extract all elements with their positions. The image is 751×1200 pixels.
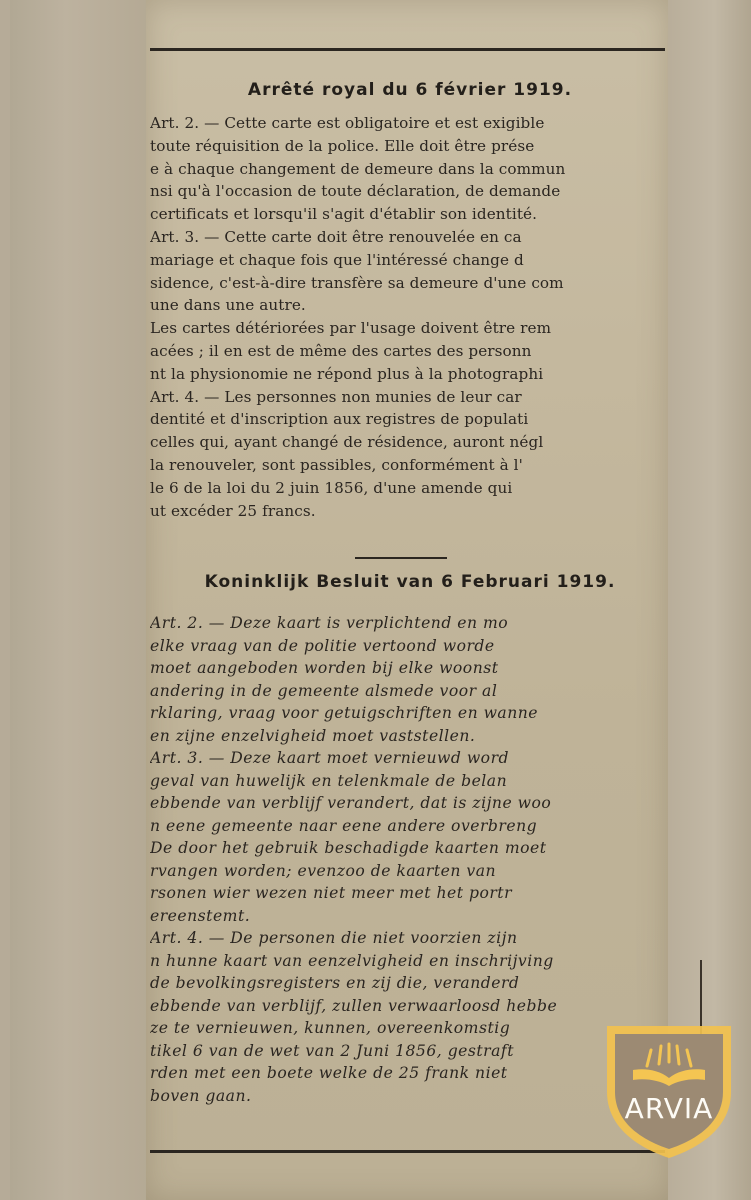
text-line: ebbende van verblijf, zullen verwaarloosd hebbe xyxy=(150,996,558,1015)
text-line: le 6 de la loi du 2 juin 1856, d'une amende qui xyxy=(150,478,513,497)
text-line: Les cartes détériorées par l'usage doivent être rem xyxy=(150,319,552,338)
dutch-text xyxy=(150,612,670,1107)
dutch-heading: Koninklijk Besluit van 6 Februari 1919. xyxy=(204,572,616,592)
text-line: rklaring, vraag voor getuigschriften en wanne xyxy=(150,704,539,722)
text-line: nsi qu'à l'occasion de toute déclaration, de demande xyxy=(150,182,561,201)
text-line: andering in de gemeente alsmede voor al xyxy=(150,681,498,700)
text-line: de bevolkingsregisters en zij die, veranderd xyxy=(150,974,520,992)
text-line: elke vraag van de politie vertoond worde xyxy=(150,636,495,655)
text-line: ereenstemt. xyxy=(150,906,251,925)
text-line: boven gaan. xyxy=(150,1086,252,1105)
logo-text: ARVIA xyxy=(624,1092,714,1125)
text-line: certificats et lorsqu'il s'agit d'établir son identité. xyxy=(150,205,538,224)
text-line: mariage et chaque fois que l'intéressé change d xyxy=(150,250,524,269)
text-line: celles qui, ayant changé de résidence, auront négl xyxy=(150,433,544,452)
text-line: une dans une autre. xyxy=(150,296,306,315)
text-line: Art. 4. — De personen die niet voorzien zijn xyxy=(150,929,518,947)
text-line: Art. 3. — Deze kaart moet vernieuwd word xyxy=(150,749,510,767)
text-line: Art. 4. — Les personnes non munies de leur car xyxy=(150,387,522,406)
french-text xyxy=(150,112,670,522)
text-line: n hunne kaart van eenzelvigheid en inschrijving xyxy=(150,951,554,970)
french-heading: Arrêté royal du 6 février 1919. xyxy=(247,80,573,100)
arvia-logo xyxy=(603,1020,735,1160)
section-divider xyxy=(355,557,447,559)
text-line: toute réquisition de la police. Elle doit être prése xyxy=(150,136,535,155)
text-line: ebbende van verblijf verandert, dat is zijne woo xyxy=(150,794,552,812)
text-line: tikel 6 van de wet van 2 Juni 1856, gestraft xyxy=(150,1041,514,1060)
text-line: sidence, c'est-à-dire transfère sa demeure d'une com xyxy=(150,273,564,292)
text-line: n eene gemeente naar eene andere overbreng xyxy=(150,816,538,835)
top-rule xyxy=(150,48,665,51)
text-line: e à chaque changement de demeure dans la commun xyxy=(150,159,566,178)
text-line: ze te vernieuwen, kunnen, overeenkomstig xyxy=(150,1019,511,1037)
text-line: en zijne enzelvigheid moet vaststellen. xyxy=(150,726,476,745)
text-line: nt la physionomie ne répond plus à la photographi xyxy=(150,364,544,383)
text-line: Art. 2. — Cette carte est obligatoire et est exigible xyxy=(150,114,545,132)
text-line: rden met een boete welke de 25 frank niet xyxy=(150,1064,508,1082)
text-line: geval van huwelijk en telenkmale de belan xyxy=(150,771,508,790)
french-section xyxy=(150,80,670,522)
card-left-panel xyxy=(10,0,151,1200)
text-line: rsonen wier wezen niet meer met het portr xyxy=(150,884,513,902)
text-line: Art. 3. — Cette carte doit être renouvelée en ca xyxy=(150,227,522,246)
text-line: moet aangeboden worden bij elke woonst xyxy=(150,659,499,677)
text-line: rvangen worden; evenzoo de kaarten van xyxy=(150,861,497,880)
dutch-section xyxy=(150,572,670,1107)
text-line: De door het gebruik beschadigde kaarten moet xyxy=(150,839,547,857)
bottom-rule xyxy=(150,1150,665,1153)
text-line: Art. 2. — Deze kaart is verplichtend en mo xyxy=(150,614,509,632)
text-line: la renouveler, sont passibles, conformément à l' xyxy=(150,455,523,474)
shield-icon xyxy=(603,1020,735,1160)
text-line: ut excéder 25 francs. xyxy=(150,501,316,520)
text-line: acées ; il en est de même des cartes des personn xyxy=(150,341,532,360)
text-line: dentité et d'inscription aux registres de populati xyxy=(150,410,529,429)
